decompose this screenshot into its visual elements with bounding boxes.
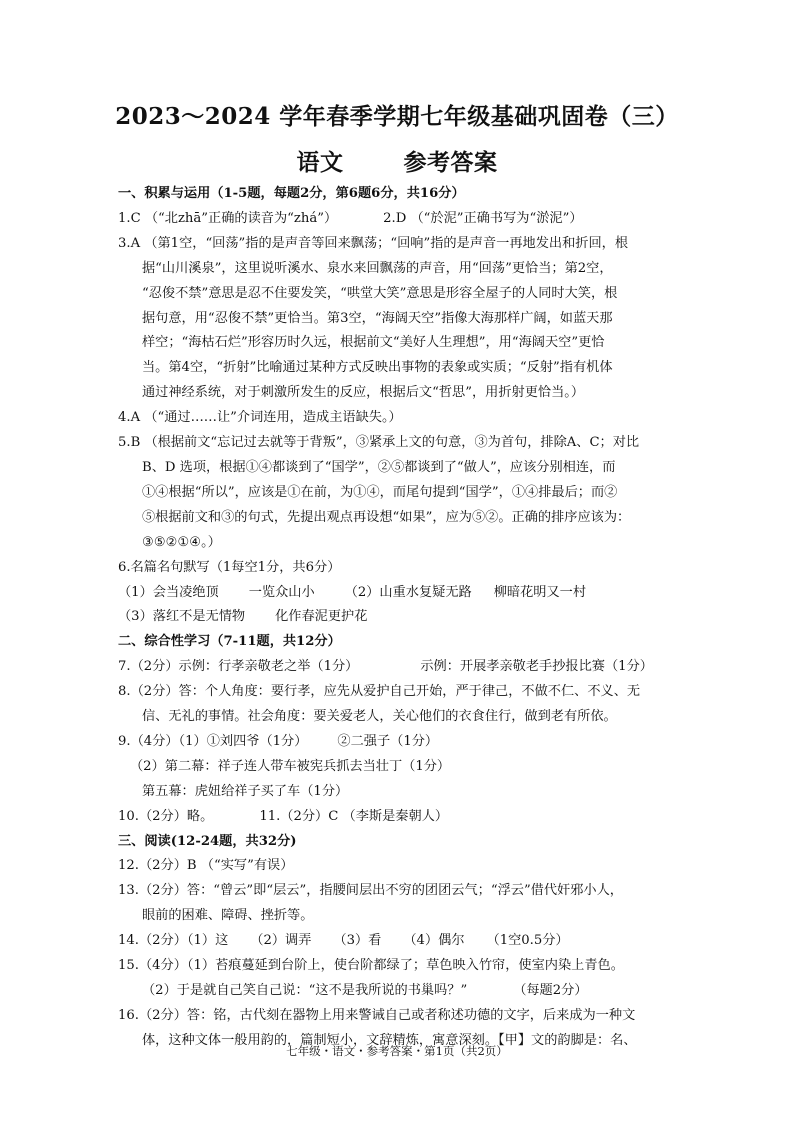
document-title: 2023～2024 学年春季学期七年级基础巩固卷（三）: [115, 103, 679, 130]
subject-label: 语文: [296, 149, 344, 176]
poem-line: （3）落红不是无情物: [118, 609, 246, 625]
answer-7-part: 7.（2分）示例：行孝亲敬老之举（1分）: [118, 659, 359, 675]
answer-8-line: 信、无礼的事情。社会角度：要关爱老人，关心他们的衣食住行，做到老有所依。: [142, 709, 617, 725]
answer-3-line: 样空；“海枯石烂”形容历时久远，根据前文“美好人生理想”，用“海阔天空”更恰: [142, 335, 605, 351]
answer-5-line: ③⑤②①④。）: [142, 534, 221, 550]
answer-15-line-2: [118, 979, 690, 1004]
answer-6-row-1: [118, 581, 690, 606]
answer-13-line: 眼前的困难、障碍、挫折等。: [142, 908, 314, 924]
poem-line: 一览众山小: [248, 584, 315, 600]
answer-6-heading: 6.名篇名句默写（1每空1分，共6分）: [118, 559, 341, 575]
answer-14-part: （1空0.5分）: [486, 933, 569, 949]
answer-13: [118, 879, 690, 929]
answer-8: [118, 680, 690, 730]
page-footer: 七年级・语文・参考答案・第1页（共2页）: [286, 1044, 508, 1058]
answer-1-2: [118, 207, 690, 232]
answer-5-line: ⑤根据前文和③的句式，先提出观点再设想“如果”，应为⑤②。正确的排序应该为：: [142, 509, 631, 525]
answer-16-line: 体，这种文体一般用韵的，篇制短小，文辞精炼，寓意深刻。【甲】文的韵脚是：名、: [142, 1032, 637, 1048]
poem-line: 化作春泥更护花: [275, 609, 368, 625]
answer-15-part: （每题2分）: [513, 983, 588, 998]
answer-10-11: [118, 805, 690, 830]
answer-3-line: 当。第4空，“折射”比喻通过某种方式反映出事物的表象或实质；“反射”指有机体: [142, 360, 613, 376]
answer-3-line: 据句意，用“忍俊不禁”更恰当。第3空，“海阔天空”指像大海那样广阔，如蓝天那: [142, 310, 613, 326]
answer-9-line-1: [118, 730, 690, 755]
answer-3: [118, 232, 690, 406]
answer-9-part: ②二强子（1分）: [337, 733, 439, 749]
answer-1: 1.C （“北zhā”正确的读音为“zhá”）: [118, 210, 338, 226]
answer-14-part: 14.（2分）（1）这: [118, 933, 229, 949]
answer-5-line: 5.B （根据前文“忘记过去就等于背叛”，③紧承上文的句意，③为首句，排除A、C；对比: [118, 435, 640, 451]
answer-5: [118, 431, 690, 556]
answer-7: [118, 655, 690, 680]
answer-3-line: 3.A （第1空，“回荡”指的是声音等回来飘荡；“回响”指的是声音一再地发出和折回，根: [118, 235, 629, 251]
answer-10: 10.（2分）略。: [118, 808, 214, 824]
answer-14: [118, 929, 690, 954]
answer-6-row-2: [118, 605, 690, 630]
poem-line: 柳暗花明又一村: [493, 584, 587, 600]
answer-8-line: 8.（2分）答：个人角度：要行孝，应先从爱护自己开始，严于律己，不做不仁、不义、无: [118, 684, 641, 700]
section-heading-3: 三、阅读(12-24题，共32分): [118, 833, 297, 849]
answer-11: 11.（2分）C （李斯是秦朝人）: [259, 808, 449, 824]
section-heading-1: 一、积累与运用（1-5题，每题2分，第6题6分，共16分）: [118, 186, 465, 201]
answer-4: 4.A （“通过……让”介词连用，造成主语缺失。）: [118, 410, 402, 426]
answer-content: [118, 182, 690, 1054]
answer-13-line: 13.（2分）答：“曾云”即“层云”，指腰间层出不穷的团团云气；“浮云”借代奸邪小人，: [118, 883, 623, 899]
poem-line: （1）会当凌绝顶: [118, 584, 219, 600]
answer-key-label: 参考答案: [403, 149, 498, 176]
answer-14-part: （2）调弄: [250, 933, 312, 949]
document-subtitle: [0, 144, 794, 177]
answer-12: 12.（2分）B （“实写”有误）: [118, 858, 294, 874]
answer-15-line-1: 15.（4分）（1）苔痕蔓延到台阶上，使台阶都绿了；草色映入竹帘，使室内染上青色。: [118, 958, 624, 974]
answer-9-line-2: （2）第二幕：祥子连人带车被宪兵抓去当壮丁（1分）: [130, 758, 451, 774]
answer-14-part: （3）看: [333, 933, 382, 949]
answer-3-line: “忍俊不禁”意思是忍不住要发笑，“哄堂大笑”意思是形容全屋子的人同时大笑，根: [142, 285, 618, 301]
answer-3-line: 通过神经系统，对于刺激所发生的反应，根据后文“哲思”，用折射更恰当。）: [142, 385, 585, 401]
answer-15-part: （2）于是就自己笑自己说：“这不是我所说的书巢吗？”: [142, 983, 468, 998]
answer-3-line: 据“山川溪泉”，这里说听溪水、泉水来回飘荡的声音，用“回荡”更恰当；第2空，: [142, 260, 613, 276]
poem-line: （2）山重水复疑无路: [344, 584, 472, 600]
answer-7-part: 示例：开展孝亲敬老手抄报比赛（1分）: [420, 659, 653, 675]
answer-2: 2.D （“於泥”正确书写为“淤泥”）: [383, 210, 583, 226]
answer-5-line: B、D 选项，根据①④都谈到了“国学”，②⑤都谈到了“做人”，应该分别相连，而: [142, 459, 616, 475]
answer-9-part: 9.（4分）（1）①刘四爷（1分）: [118, 733, 308, 749]
answer-9-line-3: 第五幕：虎妞给祥子买了车（1分）: [142, 783, 349, 799]
section-heading-2: 二、综合性学习（7-11题，共12分）: [118, 634, 341, 650]
answer-16-line: 16.（2分）答：铭，古代刻在器物上用来警诫自己或者称述功德的文字，后来成为一种文: [118, 1007, 636, 1023]
answer-14-part: （4）偶尔: [403, 933, 465, 949]
answer-5-line: ①④根据“所以”，应该是①在前，为①④，而尾句提到“国学”，①④排最后；而②: [142, 484, 618, 500]
